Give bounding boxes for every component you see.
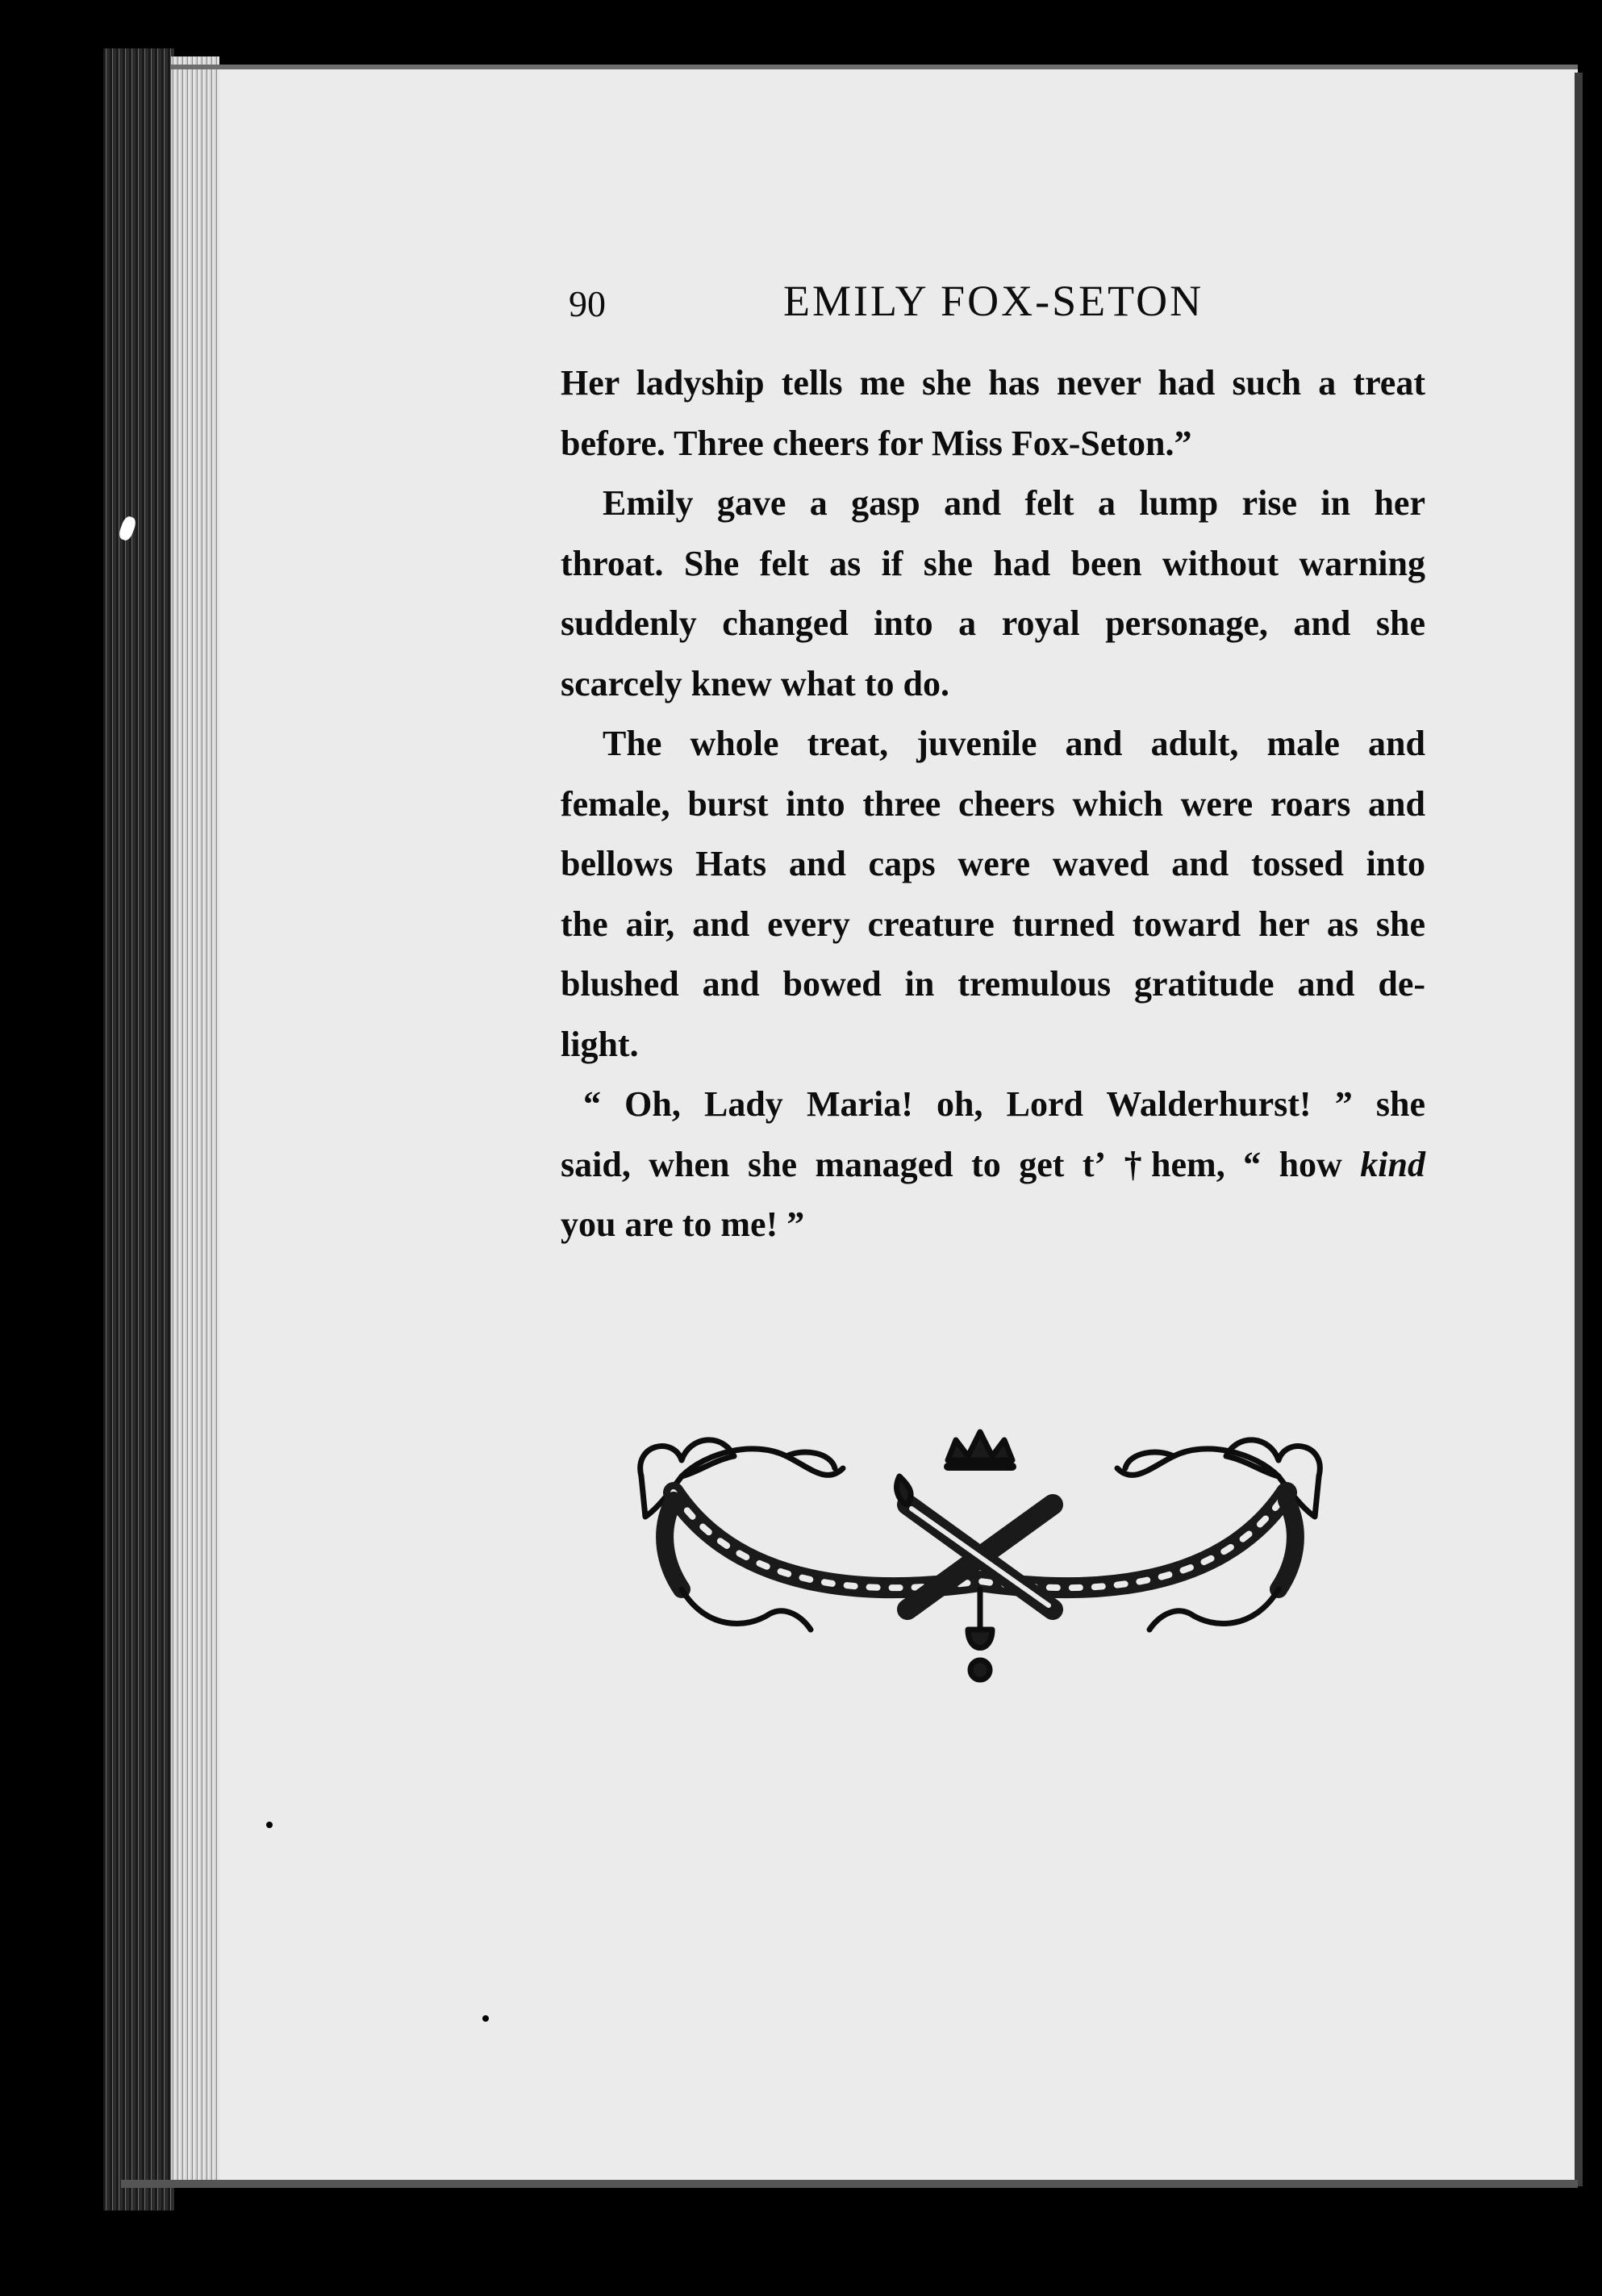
scan-speck xyxy=(266,1822,273,1828)
text-line: you are to me! ” xyxy=(561,1204,805,1244)
paragraph-4 xyxy=(561,1075,1425,1255)
paragraph-1 xyxy=(561,353,1425,474)
garland-crown-torch-ornament-icon xyxy=(625,1428,1335,1694)
text-line: the air, and every creature turned toward her as she xyxy=(561,904,1425,944)
text-line: female, burst into three cheers which were roars and xyxy=(561,783,1425,824)
text-line: blushed and bowed in tremulous gratitude and de- xyxy=(561,964,1425,1004)
text-line: throat. She felt as if she had been without warning xyxy=(561,543,1425,583)
text-line: bellows Hats and caps were waved and tossed into xyxy=(561,844,1425,883)
page-number: 90 xyxy=(569,283,606,324)
text-line: scarcely knew what to do. xyxy=(561,663,949,703)
page-right-edge xyxy=(1575,73,1583,2186)
italic-word: kind xyxy=(1360,1144,1425,1184)
text-line: before. Three cheers for Miss Fox-Seton.” xyxy=(561,423,1192,463)
paragraph-3 xyxy=(561,714,1425,1075)
book-edge-pages xyxy=(171,56,219,2186)
text-line-start: said, when she managed to get tʼ †hem, “ how xyxy=(561,1144,1342,1184)
text-line-with-emphasis xyxy=(561,1135,1425,1196)
running-head: EMILY FOX-SETON xyxy=(783,277,1204,325)
book-edge-dark xyxy=(103,48,174,2210)
page-top-edge xyxy=(171,65,1578,69)
body-text xyxy=(561,353,1425,1255)
scan-speck xyxy=(482,2015,489,2022)
text-line: The whole treat, juvenile and adult, male and xyxy=(603,724,1425,763)
page-bottom-edge xyxy=(121,2180,1578,2188)
paragraph-2 xyxy=(561,474,1425,714)
text-line: suddenly changed into a royal personage, and she xyxy=(561,603,1425,643)
page-header xyxy=(569,276,1456,332)
text-line: Emily gave a gasp and felt a lump rise in her xyxy=(603,483,1425,523)
text-line: Her ladyship tells me she has never had such a treat xyxy=(561,363,1425,403)
text-line: “ Oh, Lady Maria! oh, Lord Walderhurst! ” she xyxy=(583,1084,1425,1124)
text-line: light. xyxy=(561,1024,639,1064)
